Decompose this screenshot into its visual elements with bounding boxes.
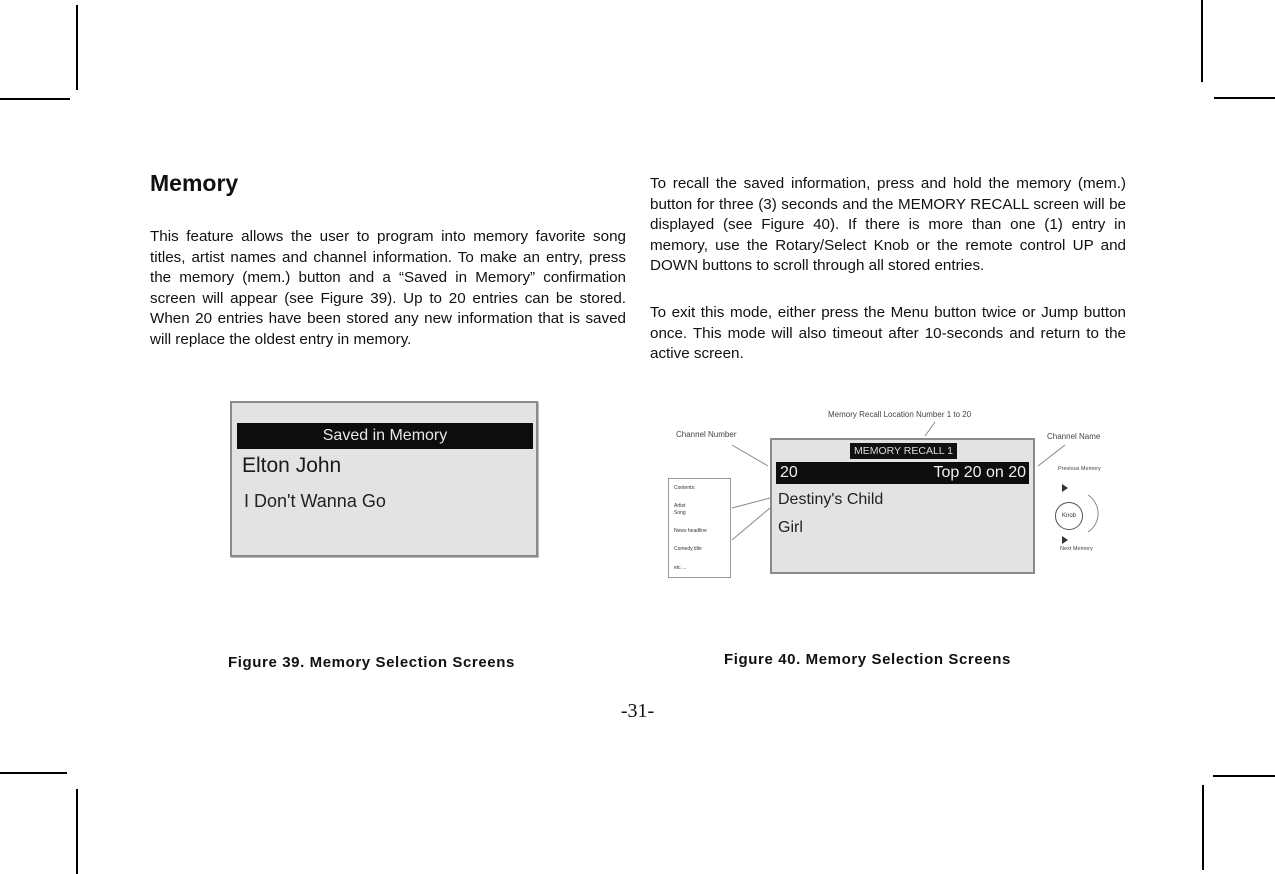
contents-song: Song xyxy=(674,510,686,516)
intro-paragraph: This feature allows the user to program into memory favorite song titles, artist names and channel information. To make an entry, press the memory (mem.) button and a “Saved in Memory” confirmation screen will appear (see Figure 39). Up to 20 entries can be stored. When 20 entries have been stored any new information that is saved will replace the oldest entry in memory. xyxy=(150,228,626,348)
next-memory-label: Next Memory xyxy=(1060,546,1093,552)
channel-name-annotation: Channel Name xyxy=(1047,432,1101,441)
knob-icon: Knob xyxy=(1055,502,1083,530)
channel-name: Top 20 on 20 xyxy=(933,464,1026,481)
figure-40-caption: Figure 40. Memory Selection Screens xyxy=(724,651,1011,668)
artist-line: Elton John xyxy=(242,454,342,477)
song-line: Girl xyxy=(778,519,803,536)
channel-number: 20 xyxy=(780,464,798,481)
contents-comedy: Comedy title xyxy=(674,546,702,552)
saved-in-memory-banner: Saved in Memory xyxy=(237,423,533,449)
section-heading: Memory xyxy=(150,170,239,196)
song-line: I Don't Wanna Go xyxy=(244,491,386,511)
channel-row xyxy=(776,462,1029,484)
contents-artist: Artist xyxy=(674,503,686,509)
contents-etc: etc ... xyxy=(674,565,687,571)
crop-mark xyxy=(0,98,70,100)
figure-40-lcd-screen xyxy=(770,438,1035,574)
page-number: -31- xyxy=(620,700,655,722)
figure-39-caption: Figure 39. Memory Selection Screens xyxy=(228,654,515,671)
recall-location-annotation: Memory Recall Location Number 1 to 20 xyxy=(828,410,972,419)
contents-news: News headline xyxy=(674,528,707,534)
crop-mark xyxy=(1214,97,1275,99)
exit-paragraph: To exit this mode, either press the Menu button twice or Jump button once. This mode will also timeout after 10-seconds and return to the active screen. xyxy=(650,304,1126,363)
figure-40-diagram xyxy=(660,400,1120,590)
channel-number-annotation: Channel Number xyxy=(676,430,737,439)
crop-mark xyxy=(76,5,78,90)
crop-mark xyxy=(1202,785,1204,870)
previous-memory-label: Previous Memory xyxy=(1058,466,1101,472)
crop-mark xyxy=(1213,775,1275,777)
memory-recall-title: MEMORY RECALL 1 xyxy=(850,443,957,459)
recall-paragraph: To recall the saved information, press and hold the memory (mem.) button for three (3) seconds and the MEMORY RECALL screen will be displayed (see Figure 40). If there is more than one (1) entry in memory, use the Rotary/Select Knob or the remote control UP and DOWN buttons to scroll through all stored entries. xyxy=(650,175,1126,275)
contents-label: Contents: xyxy=(674,485,696,491)
artist-line: Destiny's Child xyxy=(778,491,884,508)
figure-39-lcd-screen xyxy=(230,401,538,557)
crop-mark xyxy=(76,789,78,874)
crop-mark xyxy=(1201,0,1203,82)
contents-legend-box xyxy=(668,478,731,578)
crop-mark xyxy=(0,772,67,774)
